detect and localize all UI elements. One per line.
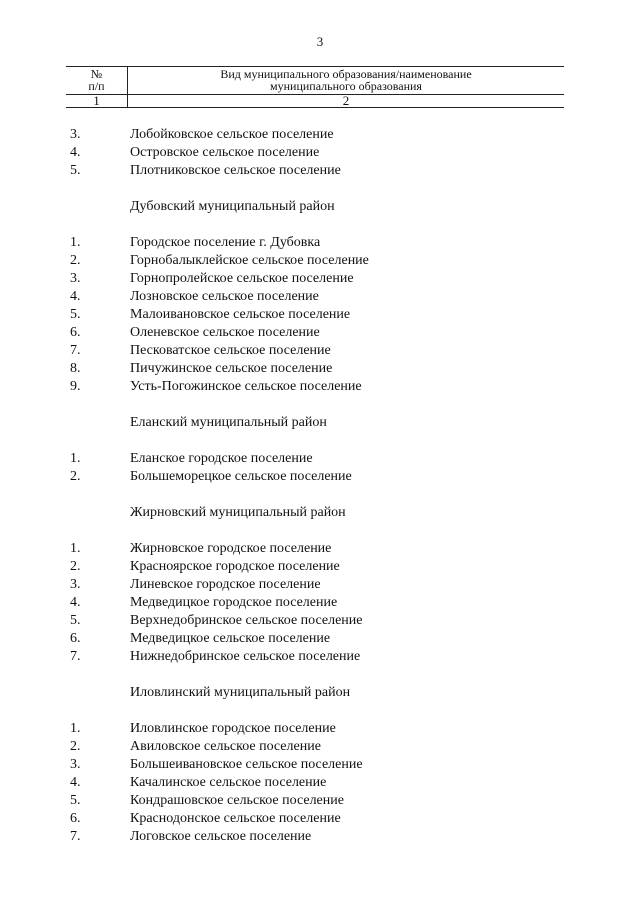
list-item — [0, 792, 640, 810]
list-item-name: Кондрашовское сельское поселение — [130, 793, 344, 808]
list-item — [0, 324, 640, 342]
list-item — [0, 360, 640, 378]
list-item-name: Большеивановское сельское поселение — [130, 757, 363, 772]
list-item-name: Большеморецкое сельское поселение — [130, 469, 352, 484]
header-number-column — [66, 68, 127, 92]
list-item — [0, 576, 640, 594]
list-item-name: Верхнедобринское сельское поселение — [130, 613, 363, 628]
list-item-number: 1. — [70, 541, 81, 556]
list-item — [0, 558, 640, 576]
list-item — [0, 126, 640, 144]
list-item-name: Усть-Погожинское сельское поселение — [130, 379, 362, 394]
list-item — [0, 378, 640, 396]
list-item-number: 2. — [70, 469, 81, 484]
list-item-number: 1. — [70, 721, 81, 736]
list-item-name: Горнобалыклейское сельское поселение — [130, 253, 369, 268]
list-item — [0, 738, 640, 756]
list-item-name: Островское сельское поселение — [130, 145, 320, 160]
list-item-number: 5. — [70, 613, 81, 628]
list-item-name: Качалинское сельское поселение — [130, 775, 327, 790]
list-item-name: Оленевское сельское поселение — [130, 325, 320, 340]
list-item-number: 4. — [70, 289, 81, 304]
list-item-number: 9. — [70, 379, 81, 394]
list-item-number: 5. — [70, 307, 81, 322]
list-item-number: 6. — [70, 811, 81, 826]
list-item — [0, 612, 640, 630]
header-index-1: 1 — [93, 93, 100, 108]
list-item-number: 2. — [70, 559, 81, 574]
list-item — [0, 450, 640, 468]
list-item-name: Лозновское сельское поселение — [130, 289, 319, 304]
district-heading: Еланский муниципальный район — [130, 415, 327, 430]
list-item — [0, 630, 640, 648]
table-header — [66, 66, 564, 108]
list-item-number: 4. — [70, 145, 81, 160]
district-heading: Иловлинский муниципальный район — [130, 685, 351, 700]
list-item-name: Городское поселение г. Дубовка — [130, 235, 321, 250]
list-item-number: 5. — [70, 163, 81, 178]
header-number-title: № п/п — [88, 67, 105, 93]
list-item-number: 2. — [70, 739, 81, 754]
list-item-name: Пичужинское сельское поселение — [130, 361, 333, 376]
list-item — [0, 306, 640, 324]
list-item — [0, 810, 640, 828]
header-index-2: 2 — [342, 93, 350, 108]
list-item — [0, 594, 640, 612]
list-item — [0, 468, 640, 486]
header-name-column — [128, 68, 564, 92]
list-item — [0, 720, 640, 738]
list-item-number: 1. — [70, 451, 81, 466]
list-item-name: Нижнедобринское сельское поселение — [130, 649, 361, 664]
list-item — [0, 774, 640, 792]
list-item-number: 3. — [70, 757, 81, 772]
list-item-name: Краснодонское сельское поселение — [130, 811, 341, 826]
list-item — [0, 162, 640, 180]
list-item-number: 1. — [70, 235, 81, 250]
list-item-name: Иловлинское городское поселение — [130, 721, 336, 736]
list-item-name: Красноярское городское поселение — [130, 559, 340, 574]
municipality-list — [0, 126, 640, 846]
list-item — [0, 144, 640, 162]
list-item-name: Плотниковское сельское поселение — [130, 163, 341, 178]
list-item-name: Логовское сельское поселение — [130, 829, 312, 844]
list-item-number: 3. — [70, 127, 81, 142]
list-item-name: Медведицкое сельское поселение — [130, 631, 331, 646]
list-item-name: Песковатское сельское поселение — [130, 343, 331, 358]
page-number: 3 — [316, 34, 324, 49]
header-name-title: Вид муниципального образования/наименование муниципального образования — [220, 67, 472, 93]
list-item-name: Лобойковское сельское поселение — [130, 127, 334, 142]
list-item-number: 2. — [70, 253, 81, 268]
list-item — [0, 648, 640, 666]
list-item-number: 6. — [70, 631, 81, 646]
district-heading: Дубовский муниципальный район — [130, 199, 335, 214]
list-item-name: Малоивановское сельское поселение — [130, 307, 351, 322]
list-item-name: Еланское городское поселение — [130, 451, 313, 466]
list-item-name: Линевское городское поселение — [130, 577, 321, 592]
list-item-name: Авиловское сельское поселение — [130, 739, 321, 754]
list-item-number: 3. — [70, 271, 81, 286]
list-item-number: 8. — [70, 361, 81, 376]
list-item-number: 6. — [70, 325, 81, 340]
list-item — [0, 540, 640, 558]
list-item-name: Медведицкое городское поселение — [130, 595, 338, 610]
list-item-number: 3. — [70, 577, 81, 592]
list-item-number: 7. — [70, 829, 81, 844]
list-item — [0, 342, 640, 360]
list-item-number: 5. — [70, 793, 81, 808]
list-item — [0, 288, 640, 306]
list-item-number: 7. — [70, 343, 81, 358]
list-item-number: 7. — [70, 649, 81, 664]
list-item-number: 4. — [70, 595, 81, 610]
list-item — [0, 270, 640, 288]
district-heading: Жирновский муниципальный район — [130, 505, 346, 520]
list-item-name: Горнопролейское сельское поселение — [130, 271, 354, 286]
list-item-number: 4. — [70, 775, 81, 790]
list-item-name: Жирновское городское поселение — [130, 541, 332, 556]
list-item — [0, 234, 640, 252]
list-item — [0, 252, 640, 270]
list-item — [0, 828, 640, 846]
list-item — [0, 756, 640, 774]
